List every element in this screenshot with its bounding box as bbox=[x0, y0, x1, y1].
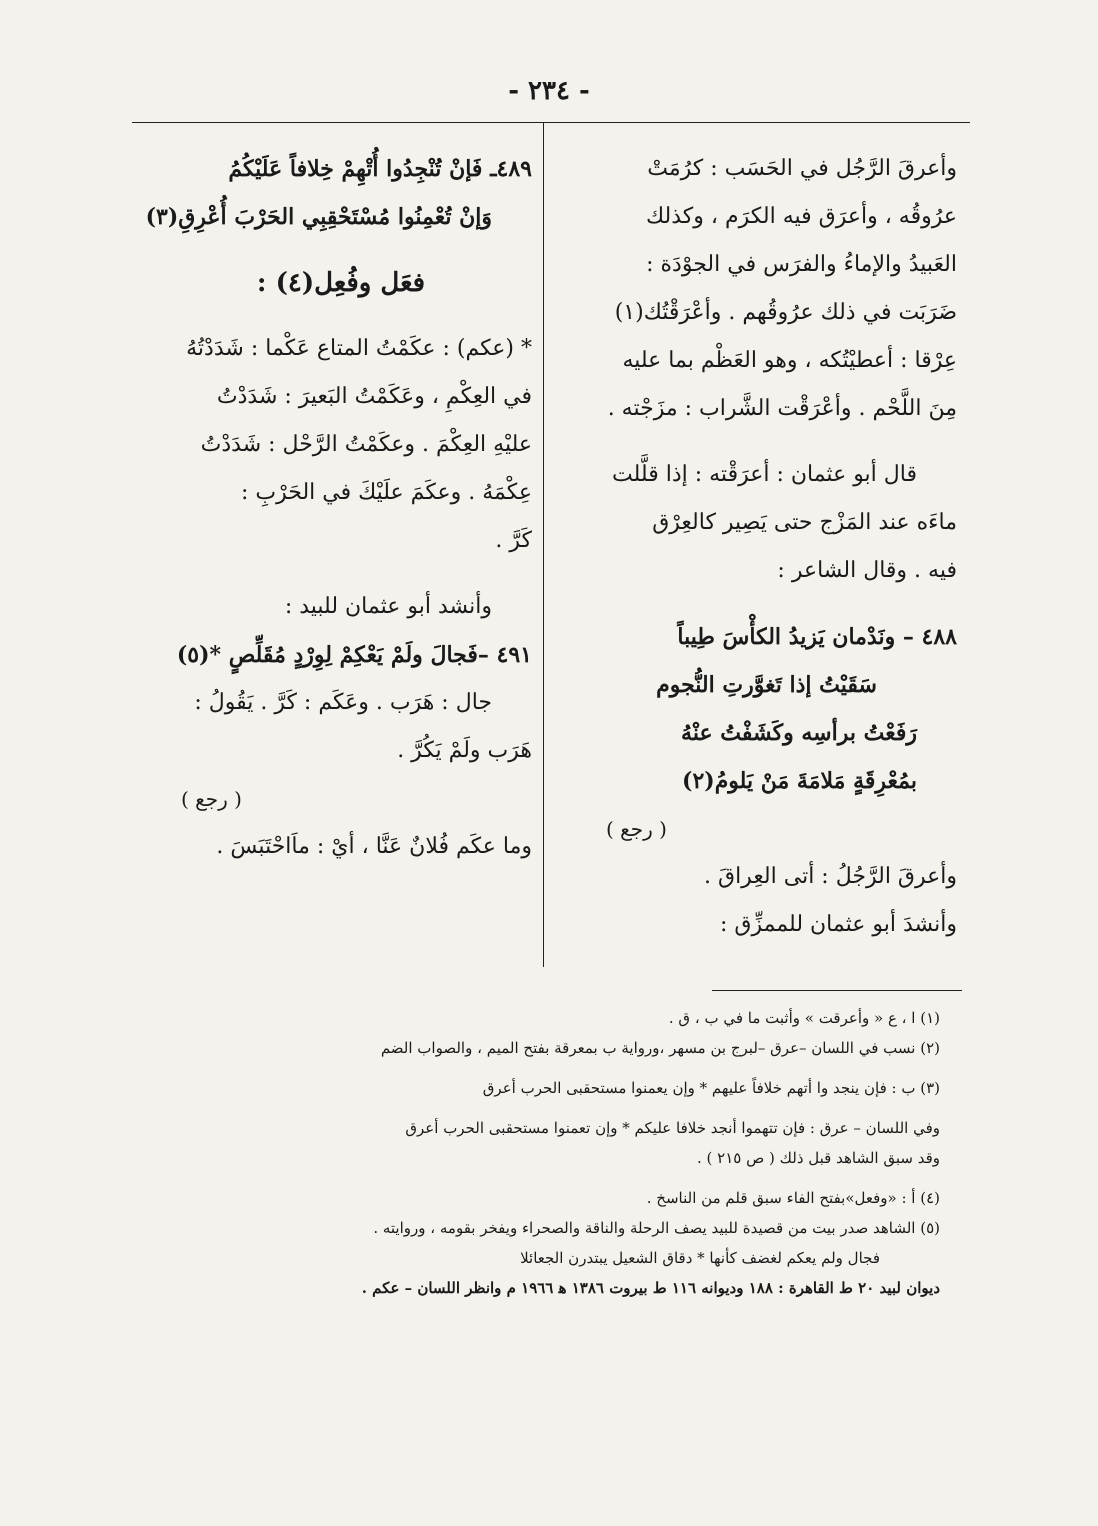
text-line: وأنشد أبو عثمان للبيد : bbox=[284, 594, 492, 619]
verse-491: ٤٩١ –فَجالَ ولَمْ يَعْكِمْ لِوِرْدٍ مُقَلِّصٍ *(٥) bbox=[176, 642, 532, 668]
right-column bbox=[565, 145, 957, 949]
return-marker: ( رجع ) bbox=[181, 787, 242, 811]
verse-489-line: وَإنْ تُعْمِنُوا مُسْتَحْقِبِي الحَرْبَ أُعْرِقِ(٣) bbox=[145, 204, 492, 230]
footnotes bbox=[220, 1003, 940, 1303]
text-line: قال أبو عثمان : أعرَقْته : إذا قلَّلت bbox=[612, 462, 917, 487]
return-marker: ( رجع ) bbox=[606, 817, 667, 841]
text-line: ماءَه عند المَزْج حتى يَصِير كالعِرْق bbox=[652, 510, 957, 535]
text-line: فيه . وقال الشاعر : bbox=[777, 558, 957, 583]
footnote: وفي اللسان – عرق : فإن تتهموا أنجد خلافا عليكم * وإن تعمنوا مستحقبى الحرب أعرق bbox=[405, 1119, 940, 1137]
footnote: (١) ا ، ع « وأعرقت » وأثبت ما في ب ، ق . bbox=[668, 1009, 940, 1027]
text-line: ضَرَبَت في ذلك عرُوقُهم . وأعْرَقْتُك(١) bbox=[614, 300, 957, 325]
verse-489-line: ٤٨٩ـ فَإنْ تُنْجِدُوا أُتْهِمْ خِلافاً عَلَيْكُمُ bbox=[228, 156, 532, 182]
text-line: وأنشدَ أبو عثمان للممزِّق : bbox=[720, 912, 957, 937]
text-line: عرُوقُه ، وأعرَق فيه الكرَم ، وكذلك bbox=[646, 204, 957, 229]
footnote: (٣) ب : فإن ينجد وا أتهم خلافاً عليهم * وإن يعمنوا مستحقبى الحرب أعرق bbox=[482, 1079, 940, 1097]
left-column bbox=[145, 145, 532, 871]
verse-488-line: رَفَعْتُ برأسِه وكَشَفْتُ عنْهُ bbox=[681, 720, 917, 746]
verse-488-line: بمُعْرِقَةٍ مَلامَةَ مَنْ يَلومُ(٢) bbox=[682, 768, 917, 794]
footnote: وقد سبق الشاهد قبل ذلك ( ص ٢١٥ ) . bbox=[696, 1149, 940, 1167]
footnote: ديوان لبيد ٢٠ ط القاهرة : ١٨٨ وديوانه ١١٦ ط بيروت ١٣٨٦ ﻫ ١٩٦٦ م وانظر اللسان – عكم . bbox=[361, 1279, 940, 1297]
top-rule bbox=[132, 122, 970, 123]
text-line: مِنَ اللَّحْم . وأعْرَقْت الشَّراب : مزَجْته . bbox=[607, 396, 957, 421]
text-line: وما عكَم فُلانٌ عَنَّا ، أيْ : ماَاحْتَبَسَ . bbox=[216, 834, 532, 859]
footnote: (٥) الشاهد صدر بيت من قصيدة للبيد يصف الرحلة والناقة والصحراء ويفخر بقومه ، وروايته . bbox=[373, 1219, 940, 1237]
footnote: (٤) أ : «وفعل»بفتح الفاء سبق قلم من الناسخ . bbox=[646, 1189, 940, 1207]
column-divider bbox=[543, 122, 544, 967]
text-line: عِرْقا : أعطيْتُكه ، وهو العَظْم بما عليه bbox=[622, 348, 957, 373]
text-line: العَبيدُ والإماءُ والفرَس في الجوْدَة : bbox=[646, 252, 957, 277]
text-line: وأعرقَ الرَّجُلُ : أتى العِراقَ . bbox=[704, 864, 957, 889]
verse-488-line: ٤٨٨ – ونَدْمان يَزيدُ الكأْسَ طِيباً bbox=[677, 624, 957, 650]
text-line: وأعرقَ الرَّجُل في الحَسَب : كرُمَتْ bbox=[647, 156, 957, 181]
footnote: فجال ولم يعكم لغضف كأنها * دقاق الشعيل يبتدرن الجعائلا bbox=[520, 1249, 880, 1267]
text-line: جال : هَرَب . وعَكَم : كَرَّ . يَقُولُ : bbox=[194, 690, 492, 715]
section-heading: فعَل وفُعِل(٤) : bbox=[256, 268, 426, 298]
text-line: كَرَّ . bbox=[495, 528, 532, 553]
text-line: في العِكْمِ ، وعَكَمْتُ البَعيرَ : شَدَدْتُ bbox=[216, 384, 532, 409]
verse-488-line: سَقَيْتُ إذا تَغوَّرتِ النُّجوم bbox=[656, 672, 877, 698]
text-line: عليْهِ العِكْمَ . وعكَمْتُ الرَّحْل : شَدَدْتُ bbox=[200, 432, 532, 457]
page-number: - ٢٣٤ - bbox=[508, 76, 590, 106]
footnote-rule bbox=[712, 990, 962, 991]
text-line: هَرَب ولَمْ يَكُرَّ . bbox=[397, 738, 532, 763]
footnote: (٢) نسب في اللسان –عرق –لبرج بن مسهر ،ورواية ب بمعرقة بفتح الميم ، والصواب الضم bbox=[380, 1039, 940, 1057]
text-line: * (عكم) : عكَمْتُ المتاع عَكْما : شَدَدْتُهُ bbox=[186, 336, 532, 361]
text-line: عِكْمَهُ . وعكَمَ علَيْكَ في الحَرْبِ : bbox=[240, 480, 532, 505]
